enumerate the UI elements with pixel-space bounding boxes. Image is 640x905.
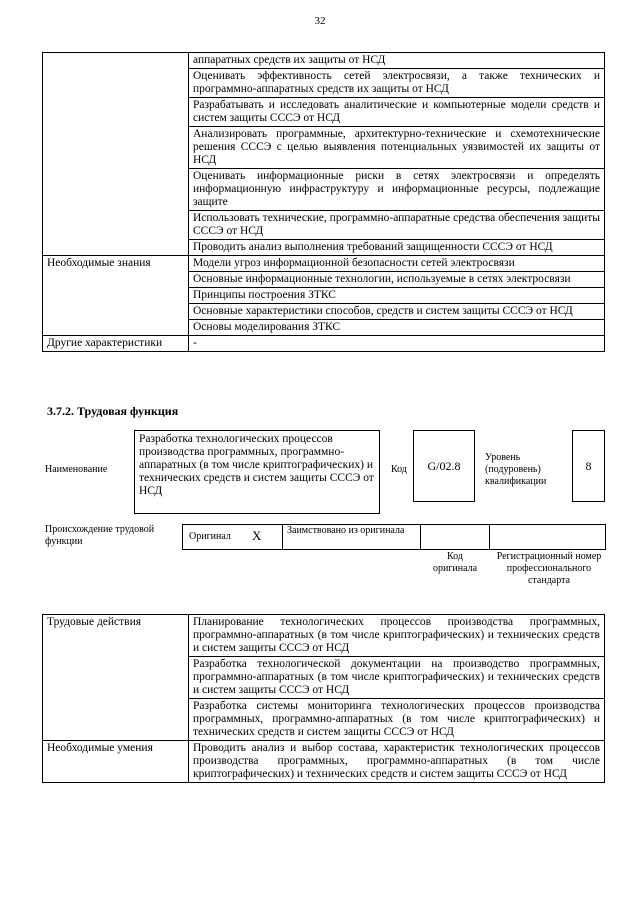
section-heading: 3.7.2. Трудовая функция bbox=[47, 404, 179, 418]
labor-action-item: Планирование технологических процессов производства программных, программно-аппаратных (в том числе криптографических) и технических средств и систем защиты СССЭ от НСД bbox=[189, 615, 605, 657]
skill-item: Оценивать эффективность сетей электросвязи, а также технических и программно-аппаратных средств их защиты от НСД bbox=[189, 69, 605, 98]
skill-item: Использовать технические, программно-аппаратные средства обеспечения защиты СССЭ от НСД bbox=[189, 211, 605, 240]
level-label: Уровень (подуровень) квалификации bbox=[485, 452, 547, 487]
knowledge-item: Основы моделирования ЗТКС bbox=[189, 320, 605, 336]
competency-table-bottom bbox=[42, 614, 605, 783]
level-value: 8 bbox=[572, 430, 605, 502]
other-label: Другие характеристики bbox=[43, 336, 189, 352]
code-value: G/02.8 bbox=[413, 430, 475, 502]
skill-item: Проводить анализ выполнения требований защищенности СССЭ от НСД bbox=[189, 240, 605, 256]
code-label: Код bbox=[391, 464, 407, 475]
origin-label: Происхождение трудовой функции bbox=[45, 524, 155, 547]
skills-label-cell bbox=[43, 53, 189, 256]
knowledge-item: Основные информационные технологии, используемые в сетях электросвязи bbox=[189, 272, 605, 288]
skill-item: Разрабатывать и исследовать аналитические и компьютерные модели средств и систем защиты СССЭ от НСД bbox=[189, 98, 605, 127]
page-number: 32 bbox=[314, 15, 326, 27]
original-mark: X bbox=[252, 528, 262, 543]
origin-divider bbox=[489, 524, 490, 549]
knowledge-item: Модели угроз информационной безопасности сетей электросвязи bbox=[189, 256, 605, 272]
function-name: Разработка технологических процессов производства программных, программно-аппаратных (в том числе криптографических) и технических средств и систем защиты СССЭ от НСД bbox=[134, 430, 380, 514]
competency-table-top bbox=[42, 52, 605, 352]
other-value: - bbox=[189, 336, 605, 352]
labor-action-item: Разработка системы мониторинга технологических процессов производства программных, программно-аппаратных (в том числе криптографических) и технических средств и систем защиты СССЭ от НСД bbox=[189, 699, 605, 741]
skill-item: Проводить анализ и выбор состава, характеристик технологических процессов производства программных, программно-аппаратных (в том числе криптографических) и технических средств и систем защиты СССЭ от НСД bbox=[189, 741, 605, 783]
origin-divider bbox=[282, 524, 283, 549]
name-label: Наименование bbox=[45, 464, 108, 475]
code-caption: Код оригинала bbox=[432, 551, 478, 574]
original-label: Оригинал bbox=[189, 531, 231, 542]
knowledge-label: Необходимые знания bbox=[43, 256, 189, 336]
labor-actions-label: Трудовые действия bbox=[43, 615, 189, 741]
reg-caption: Регистрационный номер профессионального стандарта bbox=[496, 551, 602, 586]
skill-item: аппаратных средств их защиты от НСД bbox=[189, 53, 605, 69]
knowledge-item: Принципы построения ЗТКС bbox=[189, 288, 605, 304]
knowledge-item: Основные характеристики способов, средств и систем защиты СССЭ от НСД bbox=[189, 304, 605, 320]
skill-item: Анализировать программные, архитектурно-технические и схемотехнические решения СССЭ с целью выявления потенциальных уязвимостей их защиты от НСД bbox=[189, 127, 605, 169]
origin-divider bbox=[420, 524, 421, 549]
borrowed-label: Заимствовано из оригинала bbox=[287, 525, 405, 536]
labor-action-item: Разработка технологической документации на производство программных, программно-аппаратных (в том числе криптографических) и технических средств и систем защиты СССЭ от НСД bbox=[189, 657, 605, 699]
skills-label: Необходимые умения bbox=[43, 741, 189, 783]
skill-item: Оценивать информационные риски в сетях электросвязи и определять информационную инфраструктуру и информационные ресурсы, подлежащие защите bbox=[189, 169, 605, 211]
